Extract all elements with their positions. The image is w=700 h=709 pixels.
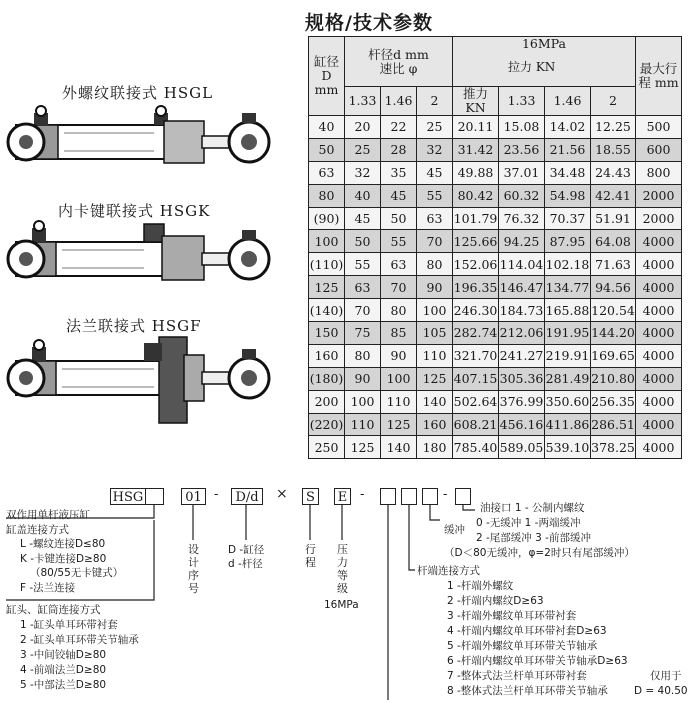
spec-cell: (90) bbox=[309, 207, 345, 230]
spec-cell: 105 bbox=[417, 322, 453, 345]
spec-cell: 50 bbox=[381, 207, 417, 230]
legend-mount-title: 缸头、缸筒连接方式 bbox=[6, 604, 101, 616]
legend-double-acting: 双作用单杆液压缸 bbox=[6, 509, 90, 521]
spec-cell: 80 bbox=[345, 344, 381, 367]
spec-cell: 350.60 bbox=[545, 390, 591, 413]
spec-cell: 55 bbox=[345, 253, 381, 276]
legend-mount-item: 3 -中间铰轴D≥80 bbox=[20, 649, 107, 661]
legend-pressure-grade: 压力等级 bbox=[337, 543, 348, 595]
spec-cell: 378.25 bbox=[591, 436, 636, 459]
spec-cell: 94.56 bbox=[591, 276, 636, 299]
legend-mount-item: 4 -前端法兰D≥80 bbox=[20, 664, 107, 676]
spec-cell: 70 bbox=[345, 299, 381, 322]
legend-rod-title: 杆端连接方式 bbox=[417, 565, 480, 577]
legend-rod-item: 7 -整体式法兰杆单耳环带衬套 bbox=[447, 670, 587, 682]
spec-cell: 500 bbox=[636, 116, 682, 139]
spec-cell: 589.05 bbox=[499, 436, 545, 459]
header-push: 推力KN bbox=[453, 87, 499, 116]
header-pull-3: 2 bbox=[591, 87, 636, 116]
spec-cell: 250 bbox=[309, 436, 345, 459]
spec-cell: 12.25 bbox=[591, 116, 636, 139]
spec-cell: 70 bbox=[381, 276, 417, 299]
spec-cell: 54.98 bbox=[545, 184, 591, 207]
spec-cell: 35 bbox=[381, 161, 417, 184]
code-dash-1: - bbox=[214, 487, 219, 502]
legend-rod-item: 4 -杆端内螺纹单耳环带衬套D≥63 bbox=[447, 625, 607, 637]
spec-cell: 45 bbox=[417, 161, 453, 184]
spec-cell: 101.79 bbox=[453, 207, 499, 230]
spec-title: 规格/技术参数 bbox=[305, 12, 433, 34]
spec-cell: 144.20 bbox=[591, 322, 636, 345]
spec-cell: 21.56 bbox=[545, 138, 591, 161]
code-dd: D/d bbox=[231, 488, 263, 505]
spec-cell: 102.18 bbox=[545, 253, 591, 276]
spec-cell: 4000 bbox=[636, 230, 682, 253]
header-rod: 杆径d mm 速比 φ bbox=[345, 37, 453, 87]
spec-cell: 125 bbox=[417, 367, 453, 390]
spec-cell: 407.15 bbox=[453, 367, 499, 390]
spec-cell: 50 bbox=[345, 230, 381, 253]
spec-cell: 85 bbox=[381, 322, 417, 345]
code-hsg: HSG bbox=[110, 488, 146, 505]
spec-cell: 286.51 bbox=[591, 413, 636, 436]
header-pull-2: 1.46 bbox=[545, 87, 591, 116]
spec-cell: 40 bbox=[309, 116, 345, 139]
spec-cell: 45 bbox=[381, 184, 417, 207]
spec-cell: 321.70 bbox=[453, 344, 499, 367]
spec-cell: 50 bbox=[309, 138, 345, 161]
spec-cell: 25 bbox=[345, 138, 381, 161]
spec-cell: 76.32 bbox=[499, 207, 545, 230]
header-pull-1: 1.33 bbox=[499, 87, 545, 116]
spec-cell: 63 bbox=[345, 276, 381, 299]
spec-cell: 2000 bbox=[636, 207, 682, 230]
legend-stroke: 行程 bbox=[305, 543, 316, 569]
code-dash-3: - bbox=[443, 487, 448, 502]
spec-cell: 49.88 bbox=[453, 161, 499, 184]
spec-cell: 63 bbox=[381, 253, 417, 276]
spec-cell: 20.11 bbox=[453, 116, 499, 139]
spec-cell: 18.55 bbox=[591, 138, 636, 161]
spec-cell: 4000 bbox=[636, 322, 682, 345]
spec-cell: 125 bbox=[381, 413, 417, 436]
spec-cell: 110 bbox=[381, 390, 417, 413]
code-e: E bbox=[334, 488, 351, 505]
spec-cell: 15.08 bbox=[499, 116, 545, 139]
spec-cell: (180) bbox=[309, 367, 345, 390]
legend-buffer-label: 缓冲 bbox=[444, 524, 465, 536]
spec-cell: 55 bbox=[381, 230, 417, 253]
spec-cell: 376.99 bbox=[499, 390, 545, 413]
spec-cell: 31.42 bbox=[453, 138, 499, 161]
header-pressure: 16MPa bbox=[453, 37, 636, 87]
spec-cell: 281.49 bbox=[545, 367, 591, 390]
spec-cell: 120.54 bbox=[591, 299, 636, 322]
spec-cell: 4000 bbox=[636, 299, 682, 322]
spec-cell: 14.02 bbox=[545, 116, 591, 139]
spec-cell: 125 bbox=[309, 276, 345, 299]
spec-cell: 180 bbox=[417, 436, 453, 459]
legend-head-item: （80/55无卡键式） bbox=[30, 567, 124, 579]
spec-cell: 608.21 bbox=[453, 413, 499, 436]
spec-cell: 110 bbox=[417, 344, 453, 367]
spec-cell: 45 bbox=[345, 207, 381, 230]
spec-cell: 160 bbox=[309, 344, 345, 367]
legend-mount-item: 2 -缸头单耳环带关节轴承 bbox=[20, 634, 139, 646]
legend-only-for: 仅用于 bbox=[650, 670, 682, 682]
spec-cell: 4000 bbox=[636, 413, 682, 436]
code-s: S bbox=[302, 488, 319, 505]
legend-buffer-item: 0 -无缓冲 1 -两端缓冲 bbox=[476, 517, 581, 529]
spec-cell: 146.47 bbox=[499, 276, 545, 299]
legend-rod-item: 2 -杆端内螺纹D≥63 bbox=[447, 595, 544, 607]
legend-rod-item: 1 -杆端外螺纹 bbox=[447, 580, 514, 592]
spec-cell: 75 bbox=[345, 322, 381, 345]
spec-cell: 502.64 bbox=[453, 390, 499, 413]
legend-rod-item: 6 -杆端内螺纹单耳环带关节轴承D≥63 bbox=[447, 655, 628, 667]
spec-cell: 51.91 bbox=[591, 207, 636, 230]
legend-mount-item: 5 -中部法兰D≥80 bbox=[20, 679, 107, 691]
legend-rod-item: 5 -杆端外螺纹单耳环带关节轴承 bbox=[447, 640, 598, 652]
legend-only-for-value: D = 40.50 bbox=[634, 685, 688, 697]
spec-cell: 140 bbox=[417, 390, 453, 413]
spec-cell: 219.91 bbox=[545, 344, 591, 367]
spec-cell: 125 bbox=[345, 436, 381, 459]
spec-cell: 241.27 bbox=[499, 344, 545, 367]
legend-rod: d -杆径 bbox=[228, 558, 263, 570]
spec-cell: 125.66 bbox=[453, 230, 499, 253]
legend-bore: D -缸径 bbox=[228, 544, 265, 556]
legend-head-item: L -螺纹连接D≤80 bbox=[20, 538, 106, 550]
spec-cell: 80 bbox=[417, 253, 453, 276]
spec-cell: (140) bbox=[309, 299, 345, 322]
spec-cell: 63 bbox=[417, 207, 453, 230]
header-ratio-1: 1.33 bbox=[345, 87, 381, 116]
spec-cell: 4000 bbox=[636, 344, 682, 367]
header-bore: 缸径D mm bbox=[309, 37, 345, 116]
header-ratio-3: 2 bbox=[417, 87, 453, 116]
spec-cell: 2000 bbox=[636, 184, 682, 207]
legend-mount-item: 1 -缸头单耳环带衬套 bbox=[20, 619, 118, 631]
legend-pressure-value: 16MPa bbox=[324, 599, 359, 611]
spec-cell: 40 bbox=[345, 184, 381, 207]
spec-cell: 4000 bbox=[636, 390, 682, 413]
spec-cell: 71.63 bbox=[591, 253, 636, 276]
header-stroke: 最大行程 mm bbox=[636, 37, 682, 116]
spec-cell: 80.42 bbox=[453, 184, 499, 207]
spec-cell: 55 bbox=[417, 184, 453, 207]
spec-cell: 100 bbox=[309, 230, 345, 253]
spec-cell: 256.35 bbox=[591, 390, 636, 413]
header-ratio-2: 1.46 bbox=[381, 87, 417, 116]
hsgf-title: 法兰联接式 HSGF bbox=[66, 317, 202, 335]
spec-cell: 165.88 bbox=[545, 299, 591, 322]
spec-cell: 152.06 bbox=[453, 253, 499, 276]
legend-buffer-item: 2 -尾部缓冲 3 -前部缓冲 bbox=[476, 532, 591, 544]
spec-cell: 4000 bbox=[636, 276, 682, 299]
hsgl-title: 外螺纹联接式 HSGL bbox=[62, 84, 214, 102]
spec-cell: 32 bbox=[345, 161, 381, 184]
spec-cell: 160 bbox=[417, 413, 453, 436]
legend-buffer-note: （D＜80无缓冲，φ=2时只有尾部缓冲） bbox=[444, 547, 635, 559]
spec-cell: 114.04 bbox=[499, 253, 545, 276]
spec-cell: 169.65 bbox=[591, 344, 636, 367]
spec-cell: 32 bbox=[417, 138, 453, 161]
legend-oil-port: 油接口 1 - 公制内螺纹 bbox=[480, 502, 585, 514]
code-seq: 01 bbox=[181, 488, 206, 505]
hsgk-title: 内卡键联接式 HSGK bbox=[58, 202, 211, 220]
spec-cell: 80 bbox=[381, 299, 417, 322]
spec-cell: 212.06 bbox=[499, 322, 545, 345]
spec-cell: 42.41 bbox=[591, 184, 636, 207]
code-dash-2: - bbox=[360, 487, 365, 502]
spec-cell: 60.32 bbox=[499, 184, 545, 207]
spec-cell: 90 bbox=[381, 344, 417, 367]
spec-cell: 150 bbox=[309, 322, 345, 345]
spec-cell: 785.40 bbox=[453, 436, 499, 459]
header-pull: 拉力 KN bbox=[508, 60, 556, 74]
legend-head-item: K -卡键连接D≥80 bbox=[20, 553, 107, 565]
spec-cell: 28 bbox=[381, 138, 417, 161]
spec-cell: 70 bbox=[417, 230, 453, 253]
spec-cell: 64.08 bbox=[591, 230, 636, 253]
spec-cell: 196.35 bbox=[453, 276, 499, 299]
legend-head-title: 缸盖连接方式 bbox=[6, 524, 69, 536]
spec-cell: (220) bbox=[309, 413, 345, 436]
code-times: × bbox=[276, 486, 288, 502]
spec-cell: 63 bbox=[309, 161, 345, 184]
spec-cell: 4000 bbox=[636, 436, 682, 459]
spec-cell: 100 bbox=[417, 299, 453, 322]
spec-cell: 191.95 bbox=[545, 322, 591, 345]
spec-cell: 600 bbox=[636, 138, 682, 161]
spec-cell: 411.86 bbox=[545, 413, 591, 436]
spec-cell: 100 bbox=[381, 367, 417, 390]
spec-cell: 800 bbox=[636, 161, 682, 184]
spec-cell: 210.80 bbox=[591, 367, 636, 390]
spec-cell: 94.25 bbox=[499, 230, 545, 253]
legend-design-seq: 设计序号 bbox=[188, 543, 199, 595]
legend-rod-item: 3 -杆端外螺纹单耳环带衬套 bbox=[447, 610, 577, 622]
spec-cell: 25 bbox=[417, 116, 453, 139]
spec-cell: 90 bbox=[345, 367, 381, 390]
spec-cell: 184.73 bbox=[499, 299, 545, 322]
spec-cell: 4000 bbox=[636, 367, 682, 390]
spec-cell: 90 bbox=[417, 276, 453, 299]
spec-cell: 4000 bbox=[636, 253, 682, 276]
spec-cell: (110) bbox=[309, 253, 345, 276]
spec-cell: 134.77 bbox=[545, 276, 591, 299]
spec-cell: 140 bbox=[381, 436, 417, 459]
spec-cell: 100 bbox=[345, 390, 381, 413]
spec-cell: 539.10 bbox=[545, 436, 591, 459]
spec-cell: 37.01 bbox=[499, 161, 545, 184]
legend-rod-item: 8 -整体式法兰杆单耳环带关节轴承 bbox=[447, 685, 608, 697]
spec-cell: 200 bbox=[309, 390, 345, 413]
spec-cell: 23.56 bbox=[499, 138, 545, 161]
spec-cell: 70.37 bbox=[545, 207, 591, 230]
spec-cell: 110 bbox=[345, 413, 381, 436]
spec-cell: 22 bbox=[381, 116, 417, 139]
spec-cell: 24.43 bbox=[591, 161, 636, 184]
spec-cell: 305.36 bbox=[499, 367, 545, 390]
spec-cell: 456.16 bbox=[499, 413, 545, 436]
spec-cell: 246.30 bbox=[453, 299, 499, 322]
legend-head-item: F -法兰连接 bbox=[20, 582, 76, 594]
spec-cell: 282.74 bbox=[453, 322, 499, 345]
spec-cell: 20 bbox=[345, 116, 381, 139]
spec-cell: 87.95 bbox=[545, 230, 591, 253]
spec-cell: 80 bbox=[309, 184, 345, 207]
spec-cell: 34.48 bbox=[545, 161, 591, 184]
